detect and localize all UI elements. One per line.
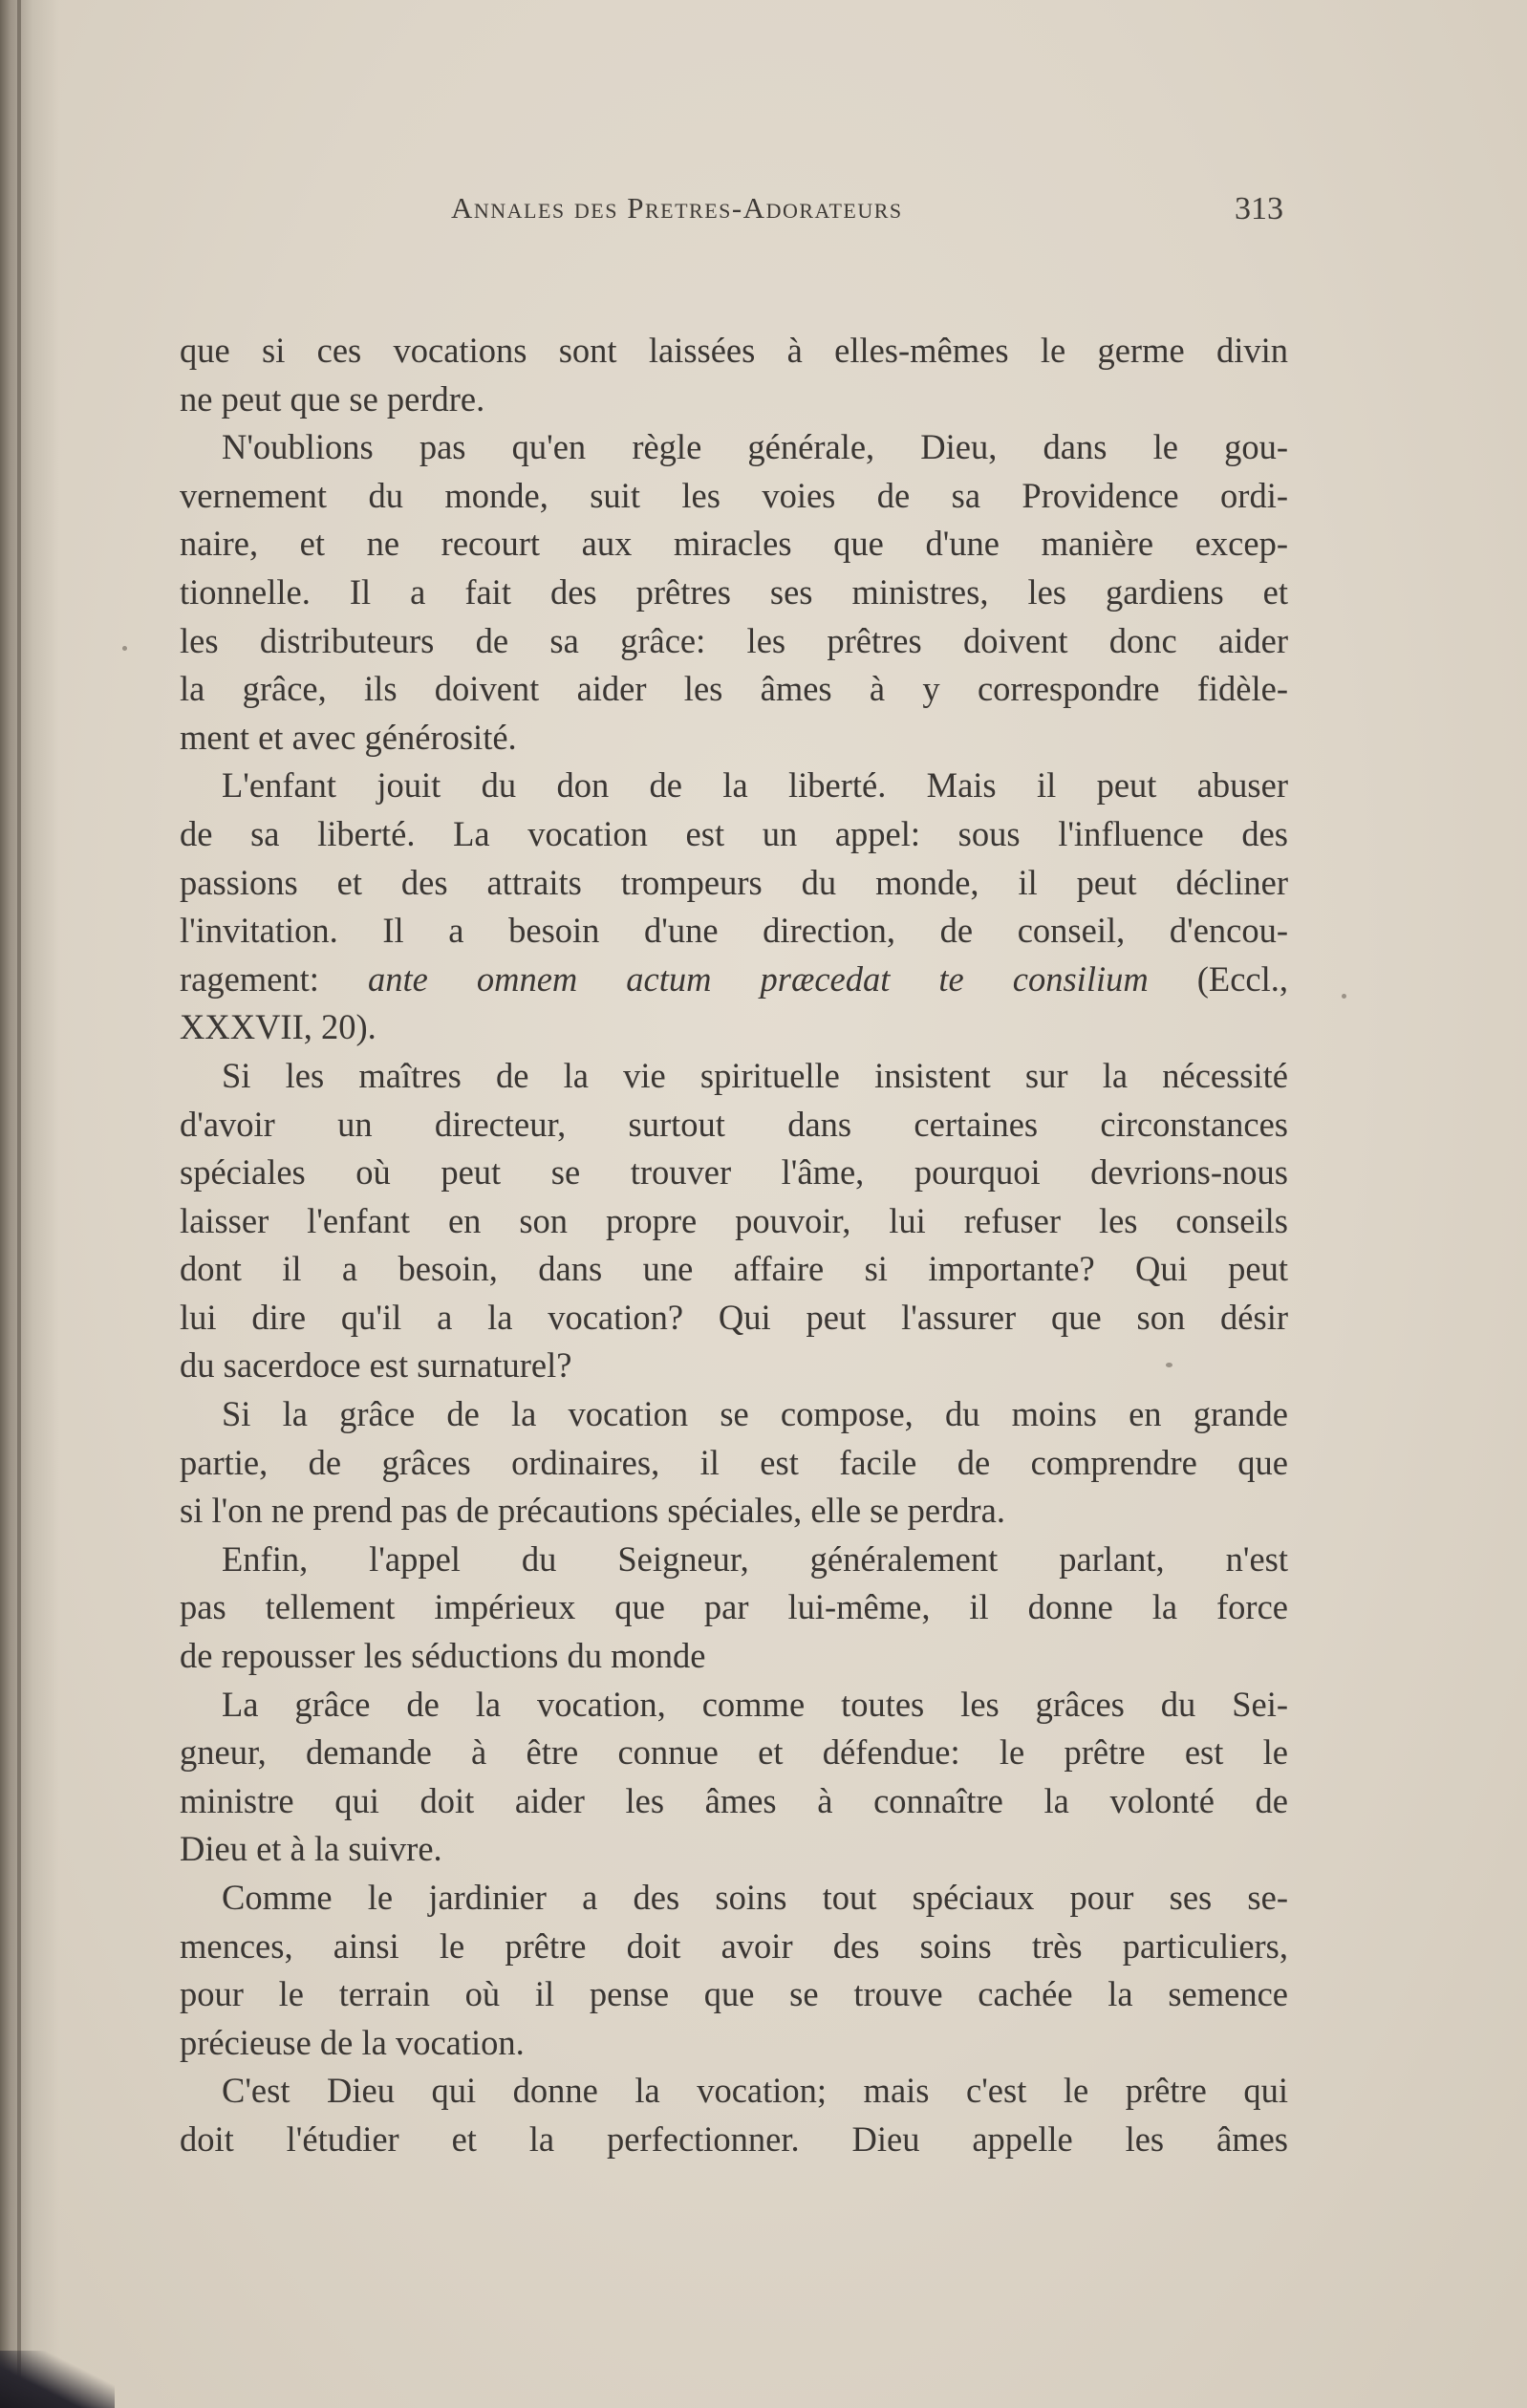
text-line: les distributeurs de sa grâce: les prêtres doivent donc aider xyxy=(180,620,1288,660)
text-line: ministre qui doit aider les âmes à connaître la volonté de xyxy=(180,1780,1288,1820)
text-line: La grâce de la vocation, comme toutes les grâces du Sei- xyxy=(222,1684,1288,1724)
text-line: d'avoir un directeur, surtout dans certaines circonstances xyxy=(180,1104,1288,1144)
text-line: doit l'étudier et la perfectionner. Dieu appelle les âmes xyxy=(180,2118,1288,2159)
text-line: Enfin, l'appel du Seigneur, généralement parlant, n'est xyxy=(222,1538,1288,1579)
text-line: l'invitation. Il a besoin d'une direction, de conseil, d'encou- xyxy=(180,911,1288,951)
text-line: naire, et ne recourt aux miracles que d'une manière excep- xyxy=(180,524,1288,564)
body-text xyxy=(180,327,1288,2164)
text-line: si l'on ne prend pas de précautions spéciales, elle se perdra. xyxy=(180,1491,1006,1531)
text-line: Si les maîtres de la vie spirituelle insistent sur la nécessité xyxy=(222,1055,1288,1095)
text-line xyxy=(180,956,1288,1004)
text-line: vernement du monde, suit les voies de sa Providence ordi- xyxy=(180,475,1288,515)
latin-quotation: ante omnem actum præcedat te consilium xyxy=(367,958,1149,999)
paper-speck xyxy=(1342,994,1346,999)
text-line: spéciales où peut se trouver l'âme, pourquoi devrions-nous xyxy=(180,1152,1288,1193)
text-line: pas tellement impérieux que par lui-même, il donne la force xyxy=(180,1587,1288,1627)
text-line: lui dire qu'il a la vocation? Qui peut l'assurer que son désir xyxy=(180,1297,1288,1337)
text-line: gneur, demande à être connue et défendue: le prêtre est le xyxy=(180,1732,1288,1773)
text-segment: ragement: xyxy=(180,958,368,999)
text-line: dont il a besoin, dans une affaire si importante? Qui peut xyxy=(180,1249,1288,1289)
text-line: précieuse de la vocation. xyxy=(180,2022,525,2062)
text-line: laisser l'enfant en son propre pouvoir, lui refuser les conseils xyxy=(180,1200,1288,1240)
citation-reference: (Eccl., xyxy=(1148,958,1288,999)
text-line: Comme le jardinier a des soins tout spéciaux pour ses se- xyxy=(222,1878,1288,1917)
text-line: passions et des attraits trompeurs du monde, il peut décliner xyxy=(180,862,1288,902)
page-corner-shadow xyxy=(0,2351,115,2408)
text-line: ne peut que se perdre. xyxy=(180,378,485,419)
text-line: du sacerdoce est surnaturel? xyxy=(180,1345,572,1386)
paper-speck xyxy=(122,646,127,651)
text-line: N'oublions pas qu'en règle générale, Dieu, dans le gou- xyxy=(222,427,1288,467)
text-line: Dieu et à la suivre. xyxy=(180,1829,442,1869)
text-line: C'est Dieu qui donne la vocation; mais c'est le prêtre qui xyxy=(222,2071,1288,2111)
text-line: L'enfant jouit du don de la liberté. Mais il peut abuser xyxy=(222,765,1288,806)
text-line: tionnelle. Il a fait des prêtres ses ministres, les gardiens et xyxy=(180,571,1288,612)
text-line: la grâce, ils doivent aider les âmes à y correspondre fidèle- xyxy=(180,669,1288,709)
text-line: ment et avec générosité. xyxy=(180,717,517,757)
paper-speck xyxy=(1166,1363,1172,1367)
text-line: de repousser les séductions du monde xyxy=(180,1636,706,1676)
running-header-title: Annales des Pretres-Adorateurs xyxy=(451,191,903,225)
text-line: de sa liberté. La vocation est un appel: sous l'influence des xyxy=(180,813,1288,853)
binding-shadow xyxy=(0,0,59,2408)
text-line: XXXVII, 20). xyxy=(180,1007,376,1047)
page-number: 313 xyxy=(1235,191,1283,226)
text-line: Si la grâce de la vocation se compose, du moins en grande xyxy=(222,1394,1288,1434)
text-line: partie, de grâces ordinaires, il est facile de comprendre que xyxy=(180,1442,1288,1482)
text-line: que si ces vocations sont laissées à elles-mêmes le germe divin xyxy=(180,331,1288,370)
text-line: pour le terrain où il pense que se trouve cachée la semence xyxy=(180,1974,1288,2014)
text-line: mences, ainsi le prêtre doit avoir des soins très particuliers, xyxy=(180,1925,1288,1966)
binding-gutter xyxy=(17,0,21,2408)
